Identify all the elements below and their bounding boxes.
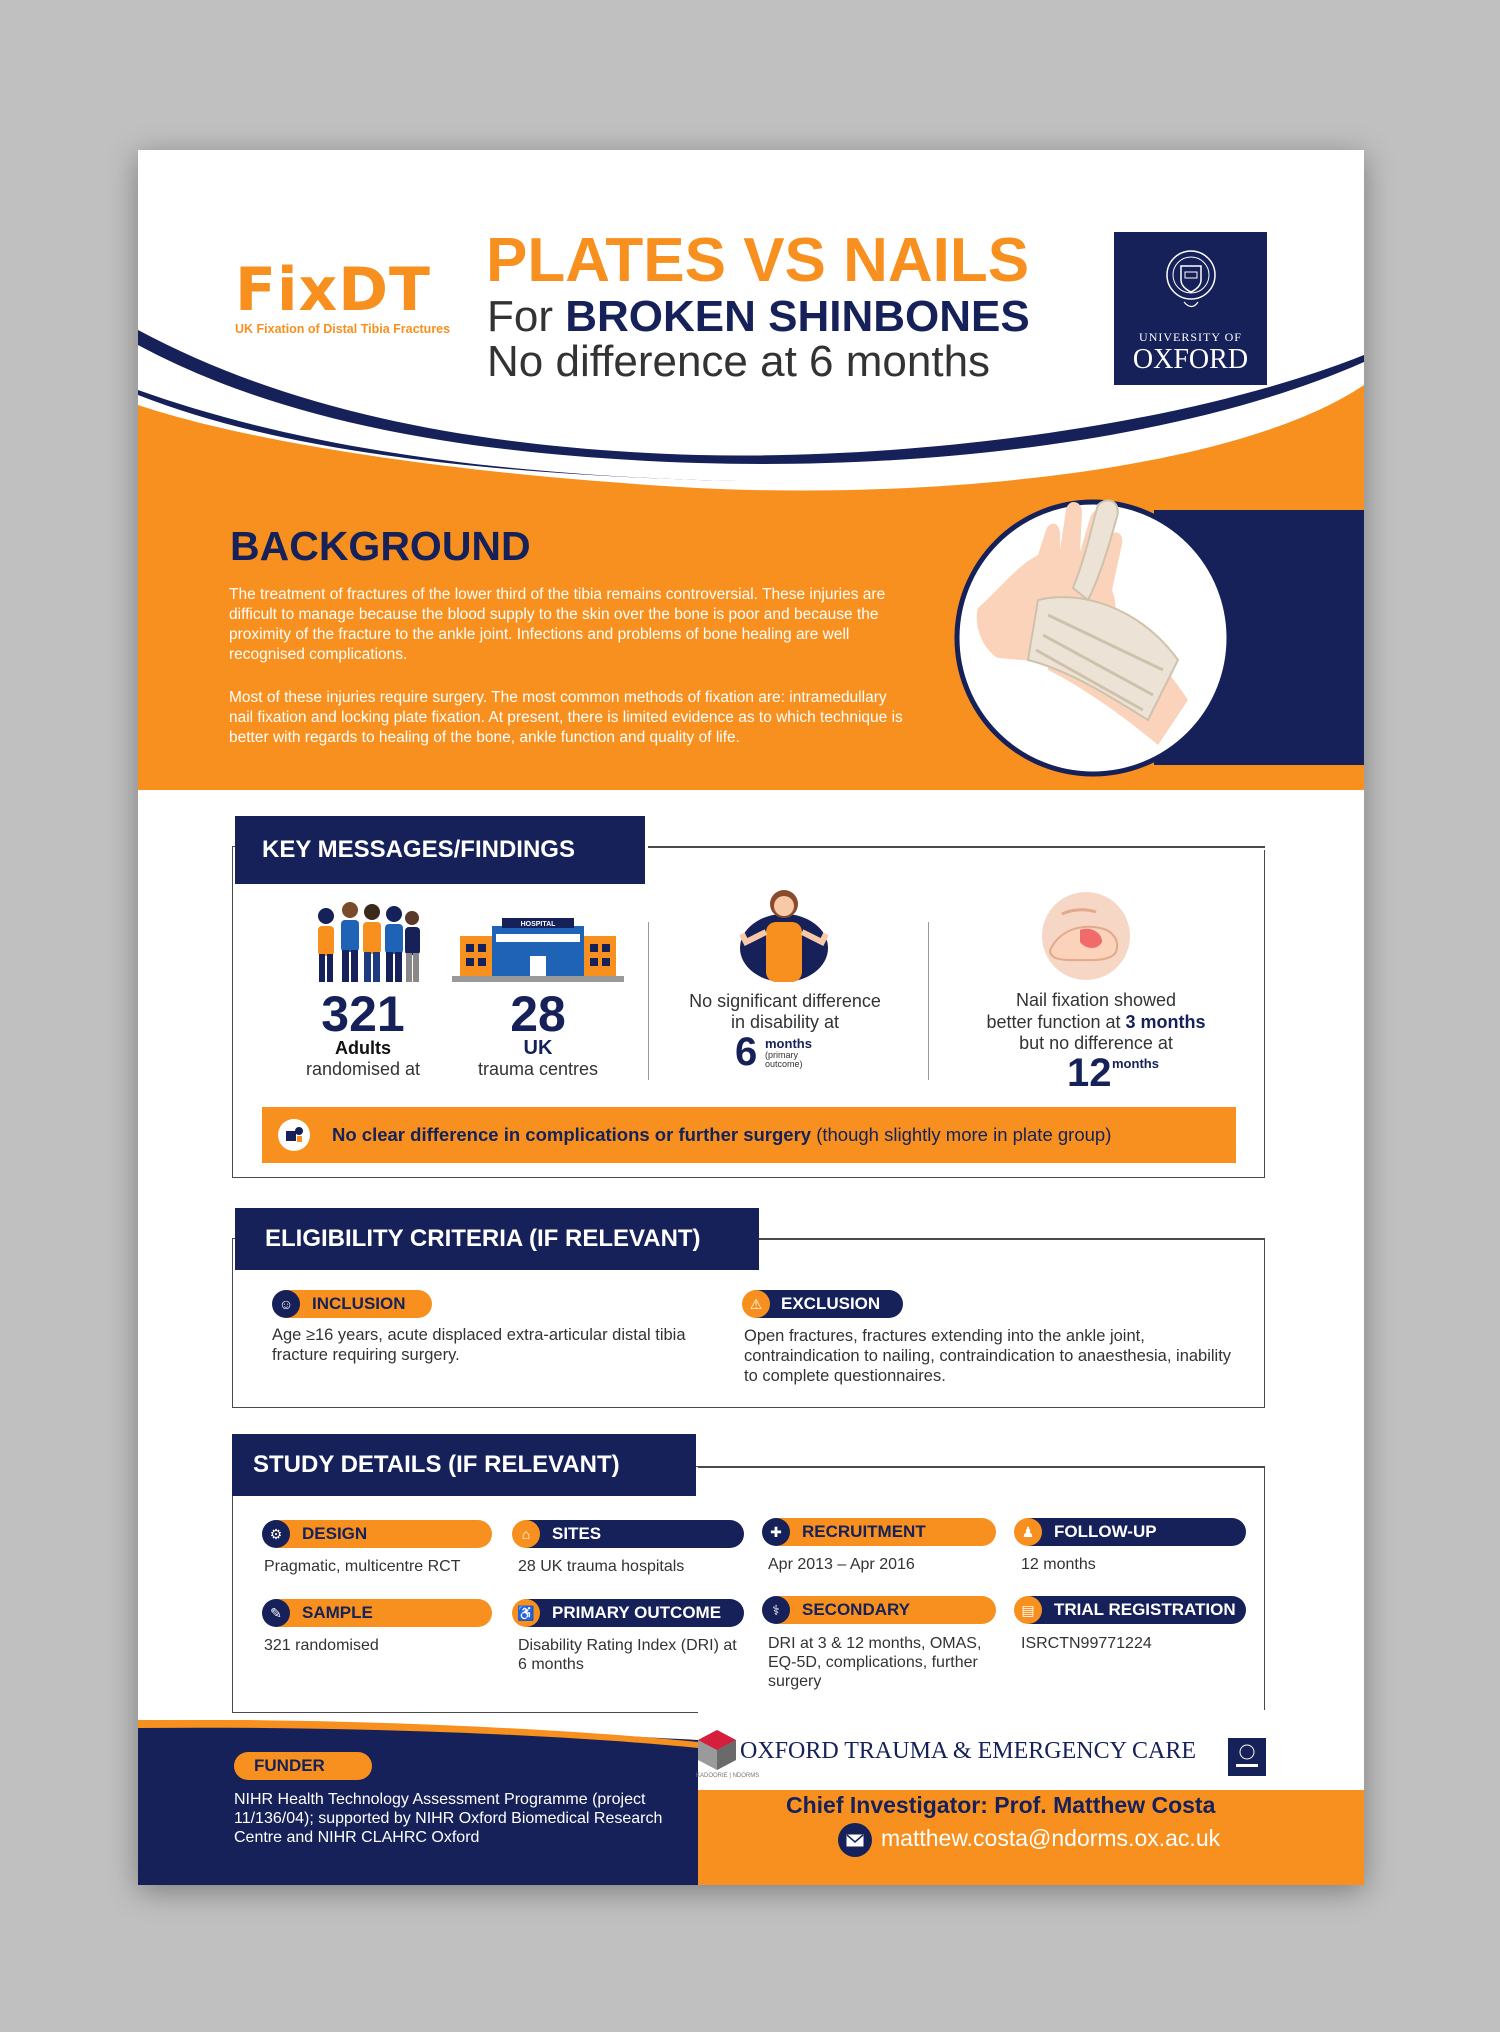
stat-disability-line2: in disability at (730, 1012, 840, 1032)
email-icon (838, 1823, 872, 1857)
oxford-university-label: UNIVERSITY OF (1139, 330, 1242, 344)
exclusion-pill: EXCLUSION (743, 1290, 903, 1318)
stat-disability-line1: No significant difference (689, 991, 881, 1011)
sites-text: 28 UK trauma hospitals (518, 1558, 685, 1575)
hospital-sign-text: HOSPITAL (520, 921, 556, 928)
email-link[interactable]: matthew.costa@ndorms.ox.ac.uk (881, 1825, 1221, 1851)
follow-up-icon: ♟ (1014, 1518, 1042, 1546)
complications-text (332, 1124, 1111, 1146)
key-messages-heading: KEY MESSAGES/FINDINGS (235, 816, 645, 884)
stat-centres-value: 28 (510, 986, 566, 1042)
primary-outcome-icon: ♿ (512, 1599, 540, 1627)
bandaged-leg-icon (1040, 890, 1132, 982)
recruitment-pill: RECRUITMENT (764, 1518, 996, 1546)
inclusion-pill: INCLUSION (274, 1290, 432, 1318)
eligibility-top-line (758, 1238, 1265, 1240)
oxford-logo (1114, 232, 1267, 385)
primary-outcome-pill: PRIMARY OUTCOME (514, 1599, 744, 1627)
page-title: PLATES VS NAILS (486, 226, 1030, 295)
design-icon: ⚙ (262, 1520, 290, 1548)
secondary-text: DRI at 3 & 12 months, OMAS, EQ-5D, complications, further surgery (768, 1635, 982, 1690)
recruitment-text: Apr 2013 – Apr 2016 (768, 1556, 915, 1573)
follow-up-pill: FOLLOW-UP (1016, 1518, 1246, 1546)
complications-banner (262, 1107, 1236, 1163)
key-messages-top-line (648, 846, 1265, 848)
fixdt-logo: FixDT (235, 255, 431, 325)
oxford-small-crest-icon (1228, 1738, 1266, 1776)
infographic-page (138, 150, 1364, 1885)
page-subtitle-line2: No difference at 6 months (487, 337, 991, 386)
design-text: Pragmatic, multicentre RCT (264, 1558, 461, 1575)
chief-investigator: Chief Investigator: Prof. Matthew Costa (786, 1792, 1216, 1818)
exclusion-text: Open fractures, fractures extending into the ankle joint, contraindication to nailing, contraindication to anaesthesia, inability to complete questionnaires. (744, 1327, 1232, 1385)
otec-name: OXFORD TRAUMA & EMERGENCY CARE (740, 1738, 1197, 1764)
stat-function-line2-bold: 3 months (1125, 1012, 1206, 1032)
stat-function-line1: Nail fixation showed (1015, 990, 1177, 1010)
complications-text-bold: No clear difference in complications or further surgery (332, 1124, 812, 1145)
stat-adults-label-bold: Adults (335, 1038, 391, 1058)
stat-divider-1 (648, 922, 649, 1080)
hospital-icon (452, 918, 624, 982)
stat-function-value: 12 (1067, 1051, 1112, 1095)
trial-registration-icon: ▤ (1014, 1596, 1042, 1624)
page-subtitle (487, 292, 1030, 342)
inclusion-text: Age ≥16 years, acute displaced extra-articular distal tibia fracture requiring surgery. (272, 1326, 686, 1364)
trial-registration-text: ISRCTN99771224 (1021, 1635, 1152, 1652)
background-paragraph-1: The treatment of fractures of the lower third of the tibia remains controversial. These injuries are difficult to manage because the blood supply to the skin over the bone is poor and because the proximity of the fracture to the ankle joint. Infections and problems of bone healing are well recognised complications. (229, 586, 886, 663)
recruitment-icon: ✚ (762, 1518, 790, 1546)
trial-registration-pill: TRIAL REGISTRATION (1016, 1596, 1246, 1624)
people-group-icon (306, 898, 424, 984)
stat-function-unit: months (1112, 1056, 1159, 1071)
follow-up-text: 12 months (1021, 1556, 1096, 1573)
secondary-pill: SECONDARY (764, 1596, 996, 1624)
oxford-crest-icon (1164, 248, 1218, 312)
sites-icon: ⌂ (512, 1520, 540, 1548)
funder-text: NIHR Health Technology Assessment Programme (project 11/136/04); supported by NIHR Oxford Biomedical Research Centre and NIHR CLAHRC Oxford (234, 1791, 663, 1846)
woman-shrugging-icon (736, 882, 832, 982)
otec-tagline: KADOORIE | NDORMS (696, 1773, 760, 1779)
funder-pill: FUNDER (234, 1752, 372, 1780)
study-details-heading: STUDY DETAILS (IF RELEVANT) (232, 1434, 696, 1496)
stat-function-line3: but no difference at (1019, 1033, 1173, 1053)
stat-adults-label: randomised at (305, 1059, 421, 1079)
study-details-top-line (698, 1466, 1265, 1468)
stat-disability-note: (primary outcome) (765, 1050, 803, 1069)
complications-text-rest: (though slightly more in plate group) (811, 1124, 1112, 1145)
subtitle-bold: BROKEN SHINBONES (565, 292, 1030, 341)
study-details-box (232, 1466, 1265, 1713)
stat-disability-value: 6 (735, 1030, 758, 1074)
oxford-small-logo (1228, 1738, 1266, 1776)
bandaged-hand-illustration (948, 490, 1238, 780)
stat-divider-2 (928, 922, 929, 1080)
secondary-icon: ⚕ (762, 1596, 790, 1624)
subtitle-prefix: For (487, 292, 566, 341)
inclusion-icon: ☺ (272, 1290, 300, 1318)
sample-text: 321 randomised (264, 1637, 379, 1654)
sites-pill: SITES (514, 1520, 744, 1548)
stat-disability-unit: months (765, 1036, 812, 1051)
stat-centres-label: trauma centres (477, 1059, 599, 1079)
stat-centres-label-bold: UK (523, 1037, 553, 1059)
sample-pill: SAMPLE (264, 1599, 492, 1627)
complications-icon (278, 1119, 310, 1151)
sample-icon: ✎ (262, 1599, 290, 1627)
design-pill: DESIGN (264, 1520, 492, 1548)
stat-function-line2-prefix: better function at (986, 1012, 1126, 1032)
otec-logo-icon (696, 1728, 738, 1772)
background-heading: BACKGROUND (230, 523, 531, 569)
stat-adults-value: 321 (321, 986, 405, 1042)
oxford-name: OXFORD (1132, 344, 1249, 375)
background-paragraph-2: Most of these injuries require surgery. The most common methods of fixation are: intramedullary nail fixation and locking plate fixation. At present, there is limited evidence as to which technique is better with regards to healing of the bone, ankle function and quality of life. (229, 689, 903, 746)
primary-outcome-text: Disability Rating Index (DRI) at 6 months (518, 1637, 737, 1673)
eligibility-heading: ELIGIBILITY CRITERIA (IF RELEVANT) (235, 1208, 759, 1270)
fixdt-logo-subtitle: UK Fixation of Distal Tibia Fractures (235, 322, 451, 336)
stat-function-line2 (946, 1012, 1246, 1033)
exclusion-icon: ⚠ (742, 1290, 770, 1318)
